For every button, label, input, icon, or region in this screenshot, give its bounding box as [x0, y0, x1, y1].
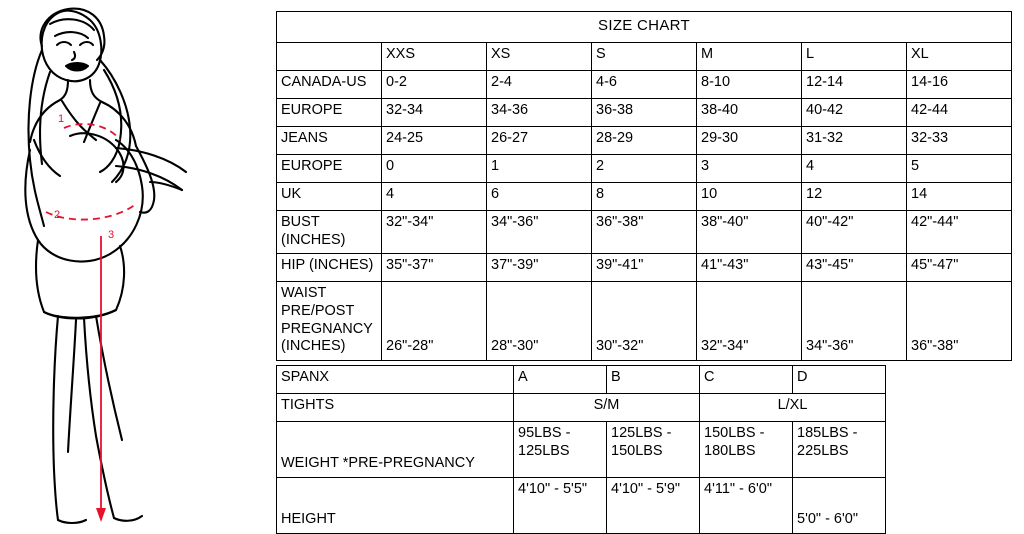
cell: 4 [802, 155, 907, 183]
cell: 0-2 [382, 71, 487, 99]
row-label-tights: TIGHTS [277, 394, 514, 422]
spanx-col-d: D [793, 366, 886, 394]
cell: 37"-39" [487, 254, 592, 282]
cell: 39"-41" [592, 254, 697, 282]
cell: 95LBS - 125LBS [514, 422, 607, 478]
cell: 12 [802, 183, 907, 211]
cell: 26"-28" [382, 282, 487, 361]
cell: 2 [592, 155, 697, 183]
cell: 125LBS - 150LBS [607, 422, 700, 478]
cell: 0 [382, 155, 487, 183]
pregnant-woman-illustration [0, 0, 272, 529]
marker-2-label: 2 [54, 209, 61, 221]
header-cell-m: M [697, 43, 802, 71]
cell: 30"-32" [592, 282, 697, 361]
cell: 38-40 [697, 99, 802, 127]
cell: 4'10" - 5'9" [607, 478, 700, 534]
cell: 36"-38" [592, 211, 697, 254]
header-cell-s: S [592, 43, 697, 71]
cell: 34-36 [487, 99, 592, 127]
cell: 45"-47" [907, 254, 1012, 282]
cell: 3 [697, 155, 802, 183]
spanx-chart-table [276, 365, 886, 534]
cell: 32"-34" [697, 282, 802, 361]
cell: 8 [592, 183, 697, 211]
cell: 12-14 [802, 71, 907, 99]
cell: 34"-36" [802, 282, 907, 361]
size-chart-table [276, 11, 1012, 361]
header-cell-xs: XS [487, 43, 592, 71]
size-chart-header-row [277, 43, 1012, 71]
cell: 28-29 [592, 127, 697, 155]
row-label-canada-us: CANADA-US [277, 71, 382, 99]
row-label-europe-alpha: EUROPE [277, 99, 382, 127]
table-row [277, 394, 886, 422]
spanx-col-b: B [607, 366, 700, 394]
cell: 29-30 [697, 127, 802, 155]
table-row [277, 155, 1012, 183]
cell: 150LBS - 180LBS [700, 422, 793, 478]
header-cell-xxs: XXS [382, 43, 487, 71]
cell: 4 [382, 183, 487, 211]
cell: 4-6 [592, 71, 697, 99]
row-label-jeans: JEANS [277, 127, 382, 155]
tights-group-sm: S/M [514, 394, 700, 422]
cell: 32"-34" [382, 211, 487, 254]
table-row [277, 478, 886, 534]
marker-3-label: 3 [108, 229, 115, 241]
table-row [277, 422, 886, 478]
tights-group-lxl: L/XL [700, 394, 886, 422]
cell: 8-10 [697, 71, 802, 99]
table-row [277, 211, 1012, 254]
cell: 4'10" - 5'5" [514, 478, 607, 534]
cell: 2-4 [487, 71, 592, 99]
cell: 42-44 [907, 99, 1012, 127]
cell: 40-42 [802, 99, 907, 127]
cell: 38"-40" [697, 211, 802, 254]
row-label-weight: WEIGHT *PRE-PREGNANCY [277, 422, 514, 478]
cell: 36-38 [592, 99, 697, 127]
cell: 26-27 [487, 127, 592, 155]
header-cell-blank [277, 43, 382, 71]
row-label-uk: UK [277, 183, 382, 211]
row-label-waist: WAIST PRE/POST PREGNANCY (INCHES) [277, 282, 382, 361]
spanx-col-c: C [700, 366, 793, 394]
cell: 14-16 [907, 71, 1012, 99]
row-label-europe-numeric: EUROPE [277, 155, 382, 183]
cell: 10 [697, 183, 802, 211]
cell: 4'11" - 6'0" [700, 478, 793, 534]
cell: 5'0" - 6'0" [793, 478, 886, 534]
table-row [277, 71, 1012, 99]
cell: 6 [487, 183, 592, 211]
table-row [277, 127, 1012, 155]
cell: 34"-36" [487, 211, 592, 254]
cell: 36"-38" [907, 282, 1012, 361]
marker-1-label: 1 [58, 113, 65, 125]
row-label-hip: HIP (INCHES) [277, 254, 382, 282]
cell: 28"-30" [487, 282, 592, 361]
table-row [277, 282, 1012, 361]
figure-panel [0, 0, 272, 529]
table-row [277, 183, 1012, 211]
cell: 35"-37" [382, 254, 487, 282]
cell: 24-25 [382, 127, 487, 155]
size-chart-title: SIZE CHART [277, 12, 1012, 43]
cell: 14 [907, 183, 1012, 211]
spanx-label: SPANX [277, 366, 514, 394]
cell: 32-34 [382, 99, 487, 127]
cell: 42"-44" [907, 211, 1012, 254]
height-arrow-head [96, 508, 106, 522]
row-label-bust: BUST (INCHES) [277, 211, 382, 254]
cell: 32-33 [907, 127, 1012, 155]
row-label-height: HEIGHT [277, 478, 514, 534]
table-row [277, 99, 1012, 127]
cell: 5 [907, 155, 1012, 183]
cell: 41"-43" [697, 254, 802, 282]
size-chart-title-row [277, 12, 1012, 43]
table-row [277, 254, 1012, 282]
cell: 1 [487, 155, 592, 183]
spanx-header-row [277, 366, 886, 394]
cell: 185LBS - 225LBS [793, 422, 886, 478]
cell: 31-32 [802, 127, 907, 155]
header-cell-xl: XL [907, 43, 1012, 71]
cell: 43"-45" [802, 254, 907, 282]
header-cell-l: L [802, 43, 907, 71]
spanx-col-a: A [514, 366, 607, 394]
cell: 40"-42" [802, 211, 907, 254]
